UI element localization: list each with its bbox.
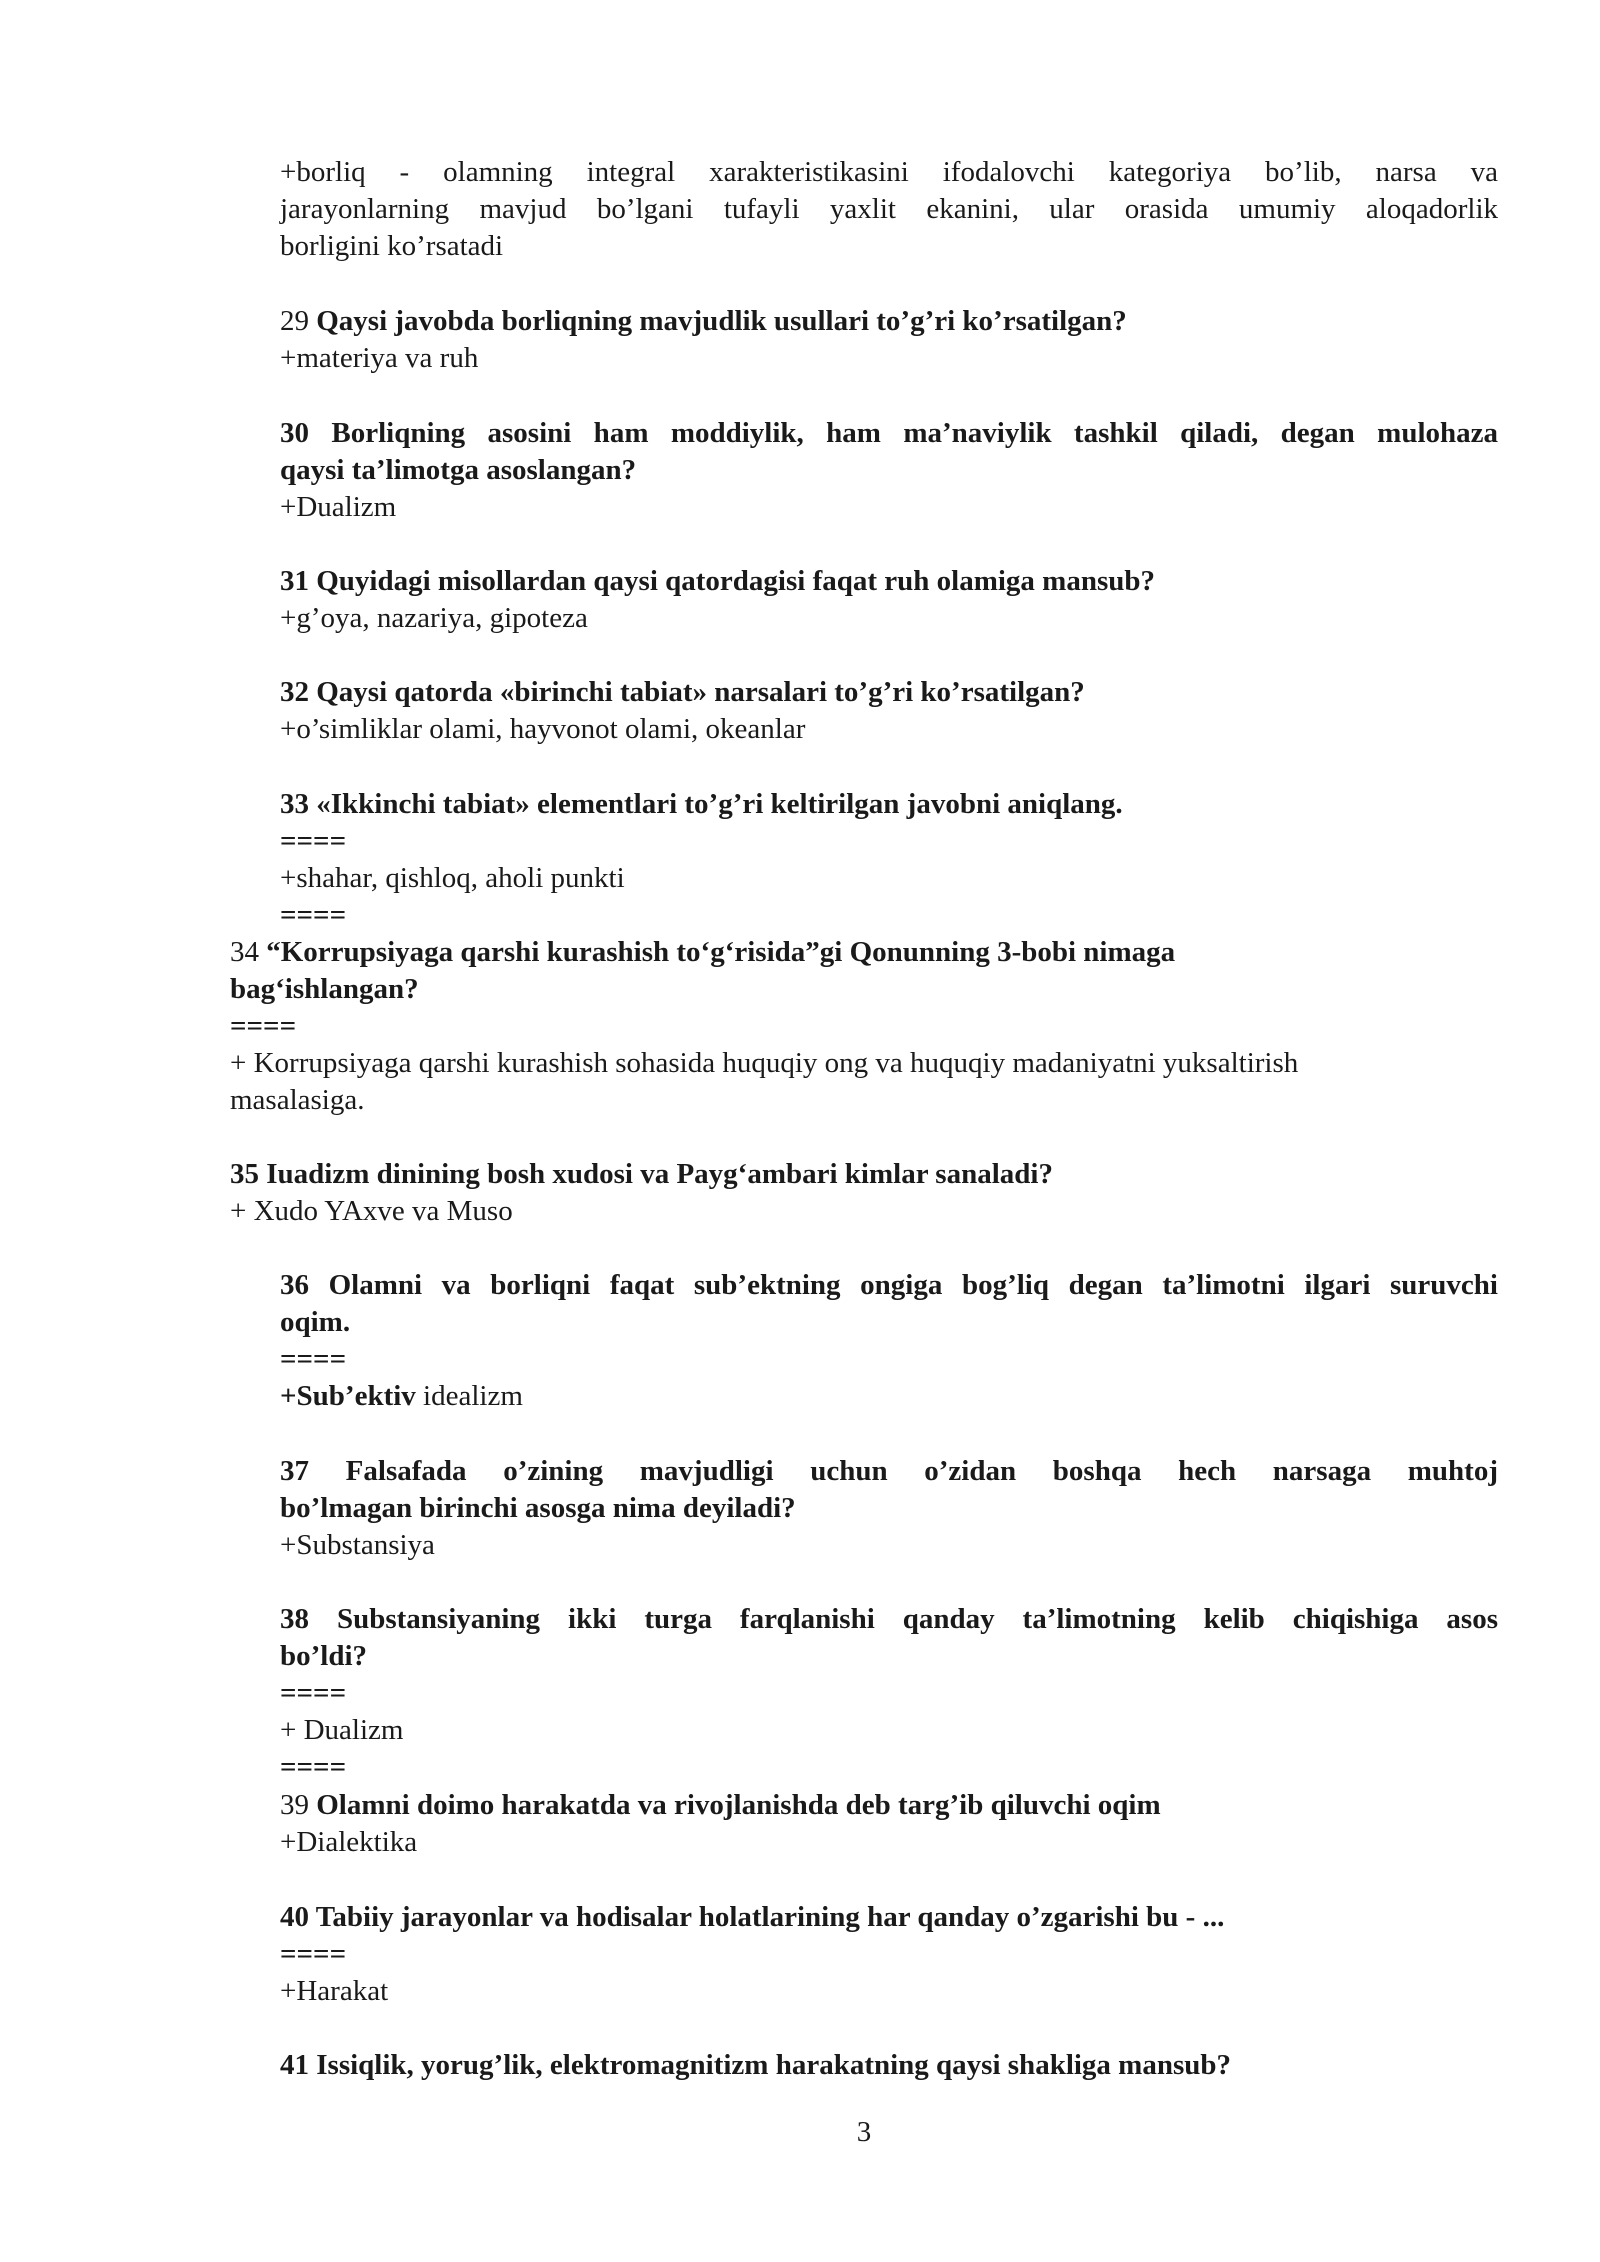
intro-line-1: +borliq - olamning integral xarakteristikasini ifodalovchi kategoriya bo’lib, narsa va <box>280 156 1498 188</box>
question-39-number: 39 <box>280 1789 309 1821</box>
question-39-answer: +Dialektika <box>280 1826 418 1858</box>
question-29-number: 29 <box>280 305 309 337</box>
question-33-text: 33 «Ikkinchi tabiat» elementlari to’g’ri keltirilgan javobni aniqlang. <box>280 788 1123 820</box>
question-34-line-1 <box>230 934 1498 971</box>
question-31-text: 31 Quyidagi misollardan qaysi qatordagisi faqat ruh olamiga mansub? <box>280 565 1155 597</box>
separator: ==== <box>280 1751 347 1783</box>
question-39-text <box>280 1787 1498 1824</box>
question-38-line-1: 38 Substansiyaning ikki turga farqlanishi qanday ta’limotning kelib chiqishiga asos <box>280 1603 1498 1635</box>
separator: ==== <box>280 1677 347 1709</box>
question-34-number: 34 <box>230 936 259 968</box>
question-38 <box>280 1601 1498 1786</box>
question-38-line-2: bo’ldi? <box>280 1640 368 1672</box>
question-29-body: Qaysi javobda borliqning mavjudlik usullari to’g’ri ko’rsatilgan? <box>316 305 1127 337</box>
question-32-text: 32 Qaysi qatorda «birinchi tabiat» narsalari to’g’ri ko’rsatilgan? <box>280 676 1085 708</box>
question-32 <box>280 674 1498 748</box>
intro-paragraph <box>280 154 1498 265</box>
question-35 <box>230 1156 1498 1230</box>
question-34-answer-line-2: masalasiga. <box>230 1084 365 1116</box>
question-37 <box>280 1453 1498 1564</box>
question-29-answer: +materiya va ruh <box>280 342 479 374</box>
separator: ==== <box>280 1343 347 1375</box>
question-34-body: “Korrupsiyaga qarshi kurashish to‘g‘risida”gi Qonunning 3-bobi nimaga <box>266 936 1176 968</box>
question-41-text: 41 Issiqlik, yorug’lik, elektromagnitizm harakatning qaysi shakliga mansub? <box>280 2049 1232 2081</box>
question-31-answer: +g’oya, nazariya, gipoteza <box>280 602 588 634</box>
question-37-answer: +Substansiya <box>280 1529 435 1561</box>
question-40 <box>280 1899 1498 2010</box>
question-29 <box>280 303 1498 377</box>
separator: ==== <box>280 1938 347 1970</box>
question-31 <box>280 563 1498 637</box>
question-34 <box>230 934 1498 1119</box>
question-36 <box>280 1267 1498 1415</box>
question-33 <box>280 786 1498 934</box>
question-30 <box>280 415 1498 526</box>
question-36-line-1: 36 Olamni va borliqni faqat sub’ektning ongiga bog’liq degan ta’limotni ilgari suruvchi <box>280 1269 1498 1301</box>
question-36-answer-bold: +Sub’ektiv <box>280 1380 416 1412</box>
question-36-line-2: oqim. <box>280 1306 351 1338</box>
intro-line-2: jarayonlarning mavjud bo’lgani tufayli yaxlit ekanini, ular orasida umumiy aloqadorlik <box>280 193 1498 225</box>
question-35-answer: + Xudo YAxve va Muso <box>230 1195 513 1227</box>
question-34-answer-line-1: + Korrupsiyaga qarshi kurashish sohasida huquqiy ong va huquqiy madaniyatni yuksaltirish <box>230 1047 1299 1079</box>
separator: ==== <box>280 899 347 931</box>
question-37-line-2: bo’lmagan birinchi asosga nima deyiladi? <box>280 1492 796 1524</box>
question-30-answer: +Dualizm <box>280 491 397 523</box>
question-30-line-1: 30 Borliqning asosini ham moddiylik, ham ma’naviylik tashkil qiladi, degan mulohaza <box>280 417 1498 449</box>
question-41 <box>280 2047 1498 2084</box>
question-39-body: Olamni doimo harakatda va rivojlanishda deb targ’ib qiluvchi oqim <box>316 1789 1161 1821</box>
question-29-text <box>280 303 1498 340</box>
question-36-answer-rest: idealizm <box>415 1380 523 1412</box>
question-38-answer: + Dualizm <box>280 1714 404 1746</box>
question-40-text: 40 Tabiiy jarayonlar va hodisalar holatlarining har qanday o’zgarishi bu - ... <box>280 1901 1225 1933</box>
question-30-line-2: qaysi ta’limotga asoslangan? <box>280 454 637 486</box>
question-37-line-1: 37 Falsafada o’zining mavjudligi uchun o’zidan boshqa hech narsaga muhtoj <box>280 1455 1498 1487</box>
question-36-answer <box>280 1378 1498 1415</box>
question-39 <box>280 1787 1498 1861</box>
separator: ==== <box>280 825 347 857</box>
question-33-answer: +shahar, qishloq, aholi punkti <box>280 862 625 894</box>
question-40-answer: +Harakat <box>280 1975 389 2007</box>
intro-line-3: borligini ko’rsatadi <box>280 230 504 262</box>
page-number: 3 <box>856 2116 872 2148</box>
question-35-text: 35 Iuadizm dinining bosh xudosi va Payg‘ambari kimlar sanaladi? <box>230 1158 1053 1190</box>
separator: ==== <box>230 1010 297 1042</box>
question-32-answer: +o’simliklar olami, hayvonot olami, okeanlar <box>280 713 806 745</box>
question-34-line-2: bag‘ishlangan? <box>230 973 419 1005</box>
